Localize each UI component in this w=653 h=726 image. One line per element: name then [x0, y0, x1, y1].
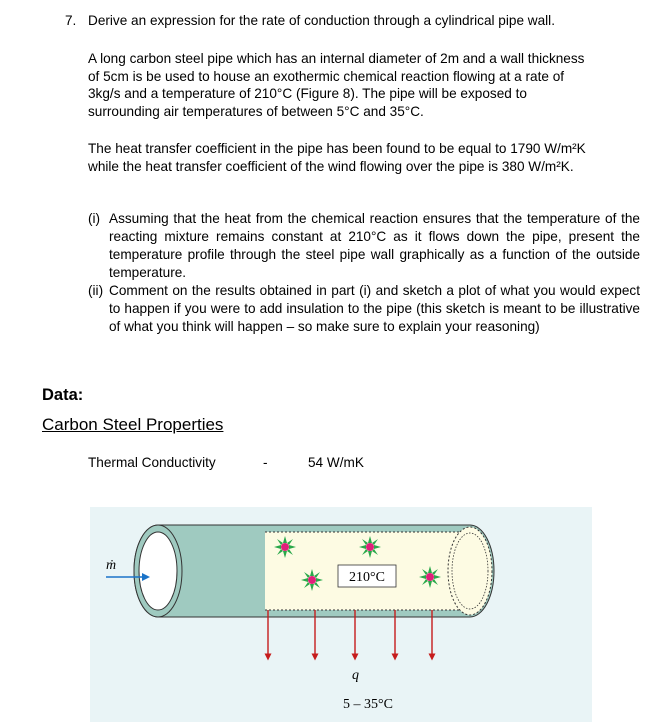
heat-flux-label: q	[352, 668, 359, 683]
question-title: Derive an expression for the rate of conduction through a cylindrical pipe wall.	[88, 13, 555, 28]
data-heading: Data:	[42, 386, 84, 404]
para1-line: 3kg/s and a temperature of 210°C (Figure 8). The pipe will be exposed to	[88, 86, 527, 101]
part-marker: (ii)	[88, 283, 104, 298]
para1-line: A long carbon steel pipe which has an internal diameter of 2m and a wall thickness	[88, 51, 585, 66]
pipe-far-end	[448, 527, 492, 615]
reaction-icon	[359, 536, 381, 558]
para2-line: The heat transfer coefficient in the pipe has been found to be equal to 1790 W/m²K	[88, 141, 586, 156]
para2-line: while the heat transfer coefficient of the wind flowing over the pipe is 380 W/m²K.	[88, 158, 574, 174]
part-text: Comment on the results obtained in part (i) and sketch a plot of what you would expect to happen if you were to add insulation to the pipe (this sketch is meant to be illustrative of what you think will happen – so make sure to explain your reasoning)	[109, 283, 640, 334]
reaction-icon	[274, 536, 296, 558]
thermal-conductivity-label: Thermal Conductivity	[88, 455, 216, 470]
pipe-figure	[90, 507, 592, 722]
carbon-steel-heading: Carbon Steel Properties	[42, 415, 224, 434]
thermal-conductivity-value: 54 W/mK	[308, 455, 364, 470]
heat-transfer-coefficients	[88, 140, 633, 175]
reaction-icon	[301, 569, 323, 591]
para1-line: surrounding air temperatures of between 5°C and 35°C.	[88, 103, 424, 119]
problem-description	[88, 50, 633, 120]
property-separator: -	[263, 455, 268, 470]
reaction-icon	[419, 566, 441, 588]
question-number: 7.	[65, 13, 77, 28]
inner-temperature-label: 210°C	[349, 570, 385, 585]
part-ii	[88, 282, 640, 336]
question-parts	[88, 210, 640, 336]
part-i	[88, 210, 640, 282]
outside-temperature-label: 5 – 35°C	[343, 697, 393, 712]
part-marker: (i)	[88, 211, 101, 226]
mass-flow-label: ṁ	[106, 558, 117, 573]
part-text: Assuming that the heat from the chemical reaction ensures that the temperature of the reacting mixture remains constant at 210°C as it flows down the pipe, present the temperature profile through the steel pipe wall graphically as a function of the outside temperature.	[109, 211, 640, 280]
para1-line: of 5cm is be used to house an exothermic chemical reaction flowing at a rate of	[88, 68, 565, 84]
